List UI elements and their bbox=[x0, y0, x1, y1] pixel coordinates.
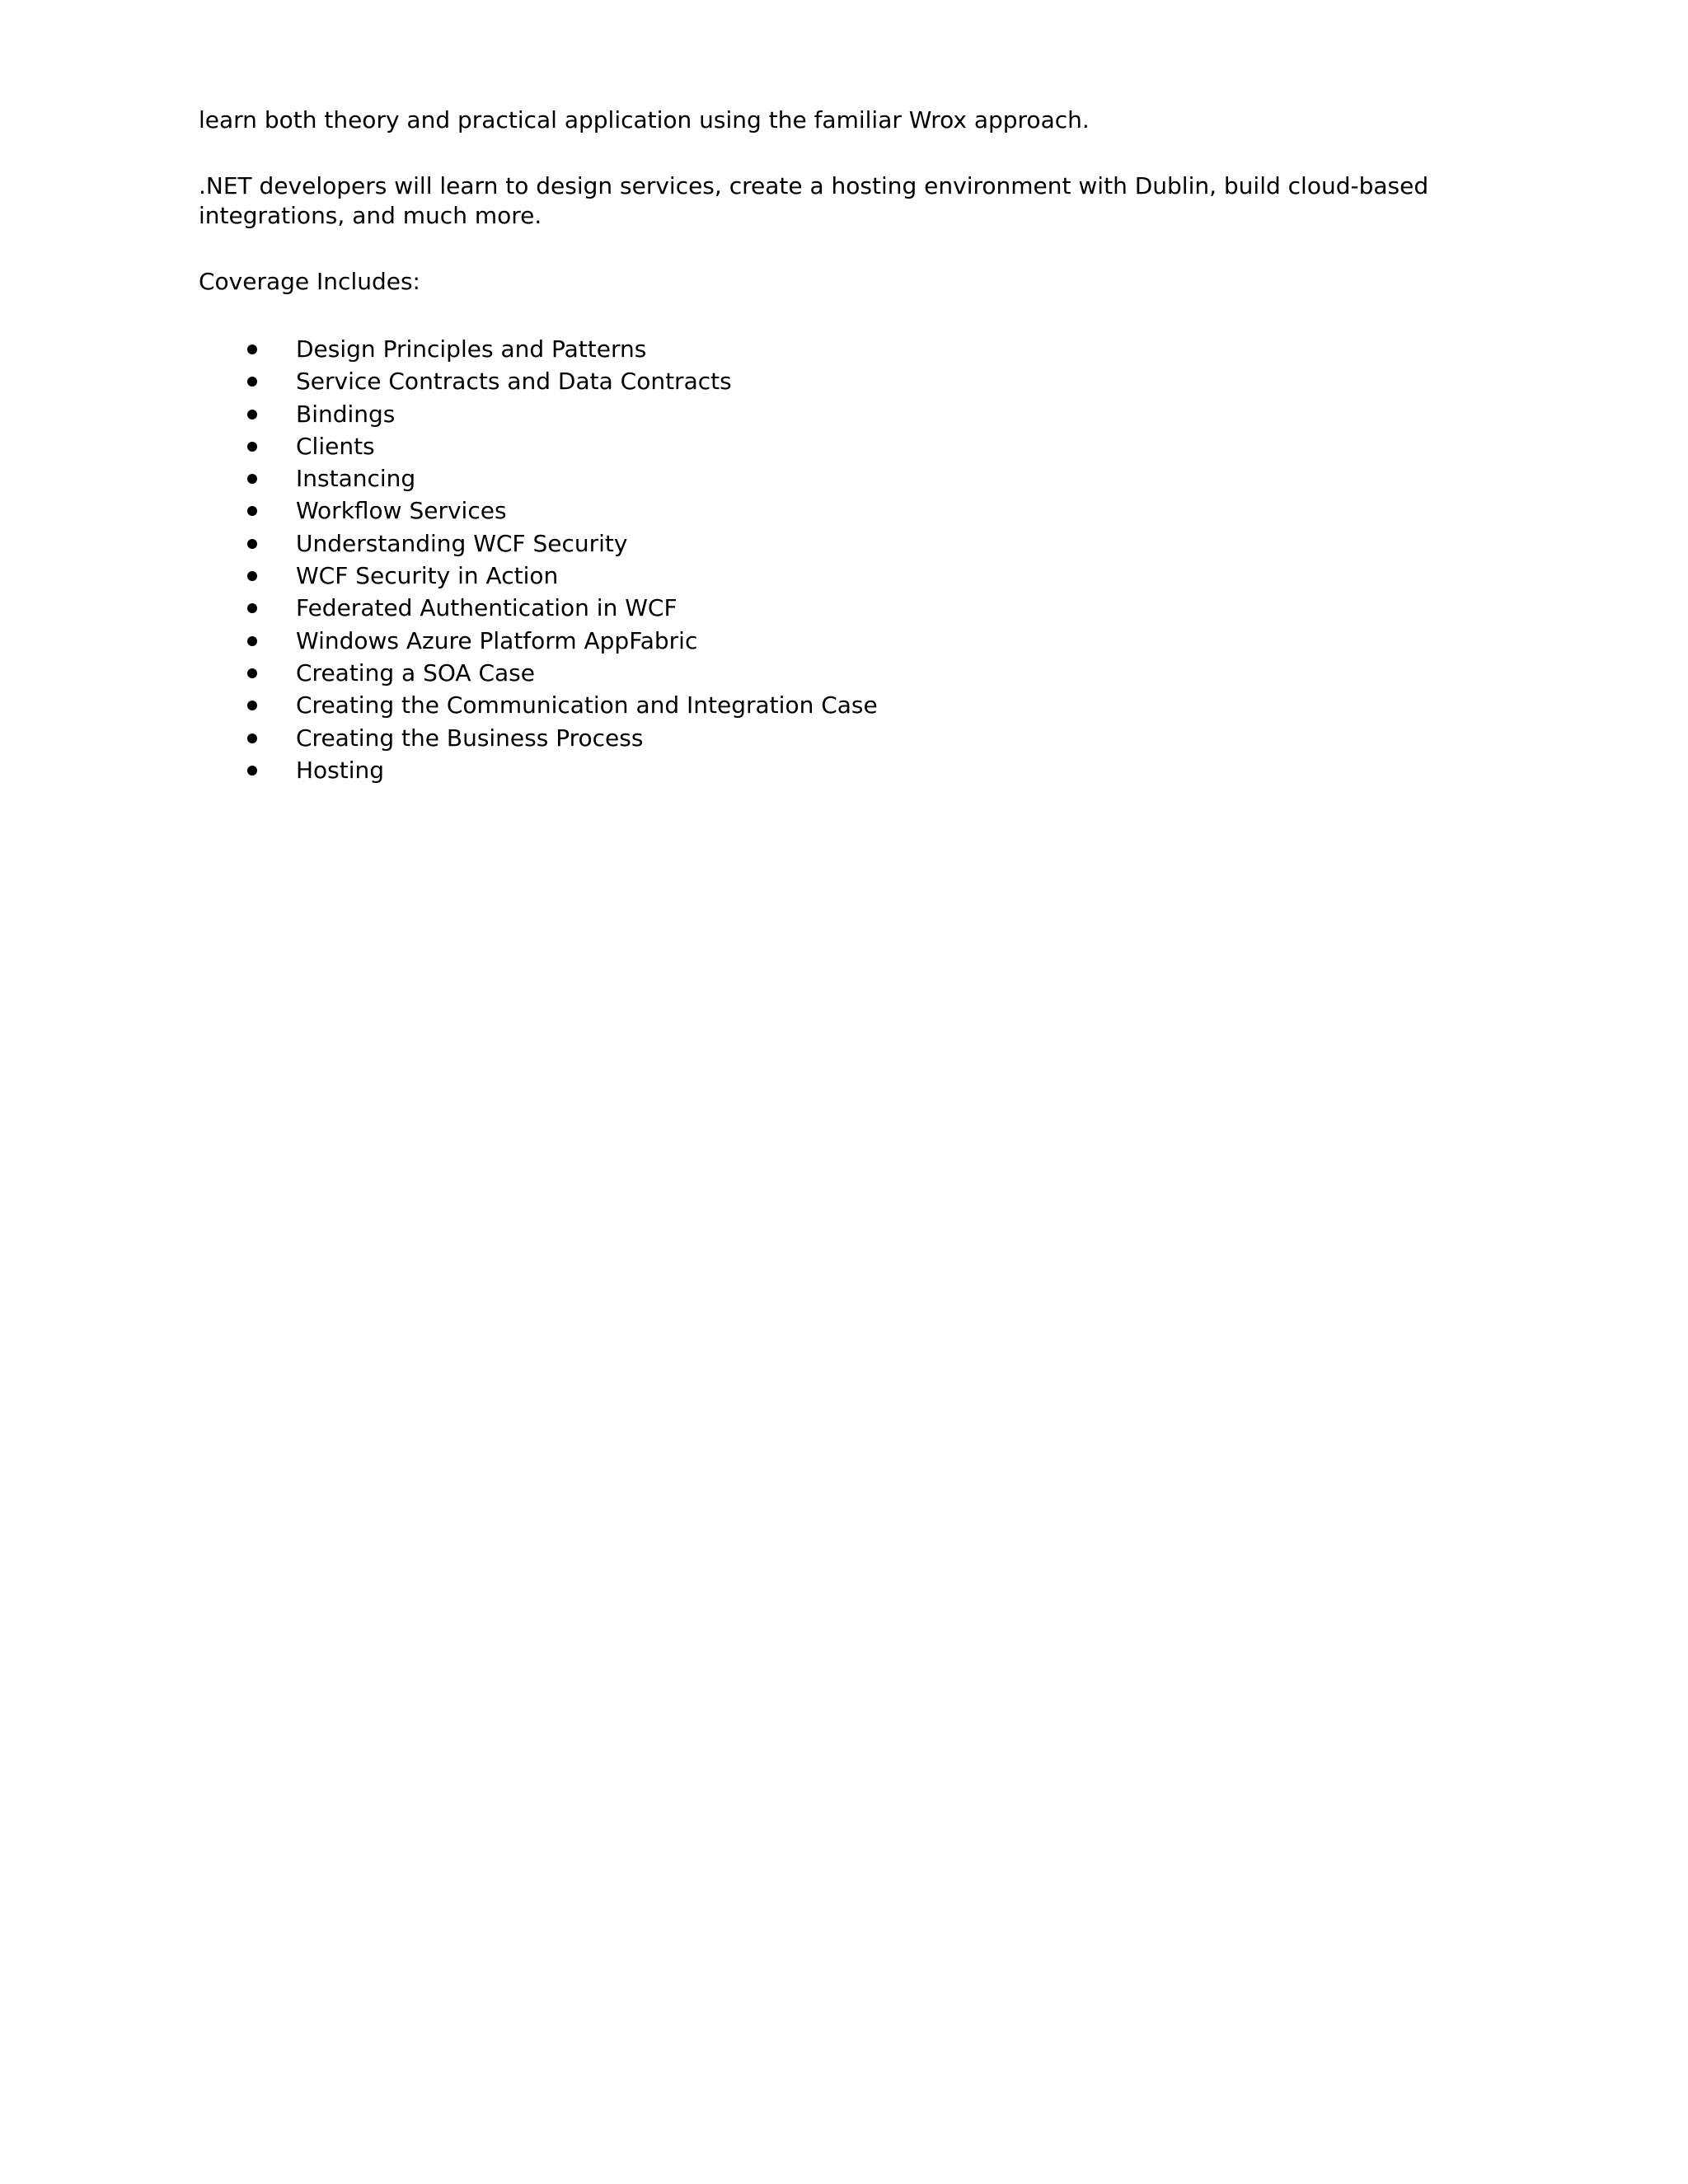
bullet-icon bbox=[247, 701, 257, 710]
list-item bbox=[199, 462, 1451, 494]
bullet-icon bbox=[247, 442, 257, 452]
list-item-label: Hosting bbox=[296, 756, 385, 784]
list-item-label: Design Principles and Patterns bbox=[296, 335, 647, 363]
bullet-icon bbox=[247, 474, 257, 484]
coverage-heading: Coverage Includes: bbox=[199, 268, 420, 295]
bullet-icon bbox=[247, 733, 257, 743]
list-item-label: Service Contracts and Data Contracts bbox=[296, 368, 732, 396]
bullet-icon bbox=[247, 377, 257, 387]
list-item bbox=[199, 430, 1451, 462]
bullet-icon bbox=[247, 766, 257, 776]
bullet-icon bbox=[247, 539, 257, 549]
list-item-label: Windows Azure Platform AppFabric bbox=[296, 626, 698, 654]
list-item-label: Federated Authentication in WCF bbox=[296, 594, 678, 622]
list-item bbox=[199, 722, 1451, 754]
list-item bbox=[199, 754, 1451, 786]
list-item-label: Creating the Communication and Integration Case bbox=[296, 691, 878, 719]
list-item-label: Clients bbox=[296, 432, 375, 460]
list-item bbox=[199, 365, 1451, 397]
list-item bbox=[199, 494, 1451, 527]
bullet-icon bbox=[247, 571, 257, 581]
list-item bbox=[199, 398, 1451, 430]
list-item bbox=[199, 592, 1451, 624]
list-item bbox=[199, 527, 1451, 560]
bullet-icon bbox=[247, 506, 257, 516]
list-item bbox=[199, 333, 1451, 365]
coverage-list bbox=[199, 333, 1451, 786]
list-item-label: Understanding WCF Security bbox=[296, 529, 628, 557]
bullet-icon bbox=[247, 344, 257, 354]
list-item bbox=[199, 625, 1451, 657]
bullet-icon bbox=[247, 410, 257, 419]
list-item-label: WCF Security in Action bbox=[296, 562, 559, 590]
list-item bbox=[199, 560, 1451, 592]
developers-paragraph: .NET developers will learn to design services, create a hosting environment with Dublin, build cloud-based integrations, and much more. bbox=[199, 172, 1429, 229]
bullet-icon bbox=[247, 636, 257, 646]
list-item-label: Instancing bbox=[296, 465, 416, 493]
list-item-label: Bindings bbox=[296, 400, 396, 428]
list-item bbox=[199, 689, 1451, 721]
list-item-label: Creating a SOA Case bbox=[296, 658, 535, 687]
list-item-label: Creating the Business Process bbox=[296, 724, 644, 752]
list-item-label: Workflow Services bbox=[296, 497, 507, 525]
intro-paragraph: learn both theory and practical application using the familiar Wrox approach. bbox=[199, 106, 1090, 134]
bullet-icon bbox=[247, 603, 257, 613]
bullet-icon bbox=[247, 668, 257, 678]
list-item bbox=[199, 657, 1451, 689]
document-body bbox=[199, 105, 1451, 786]
